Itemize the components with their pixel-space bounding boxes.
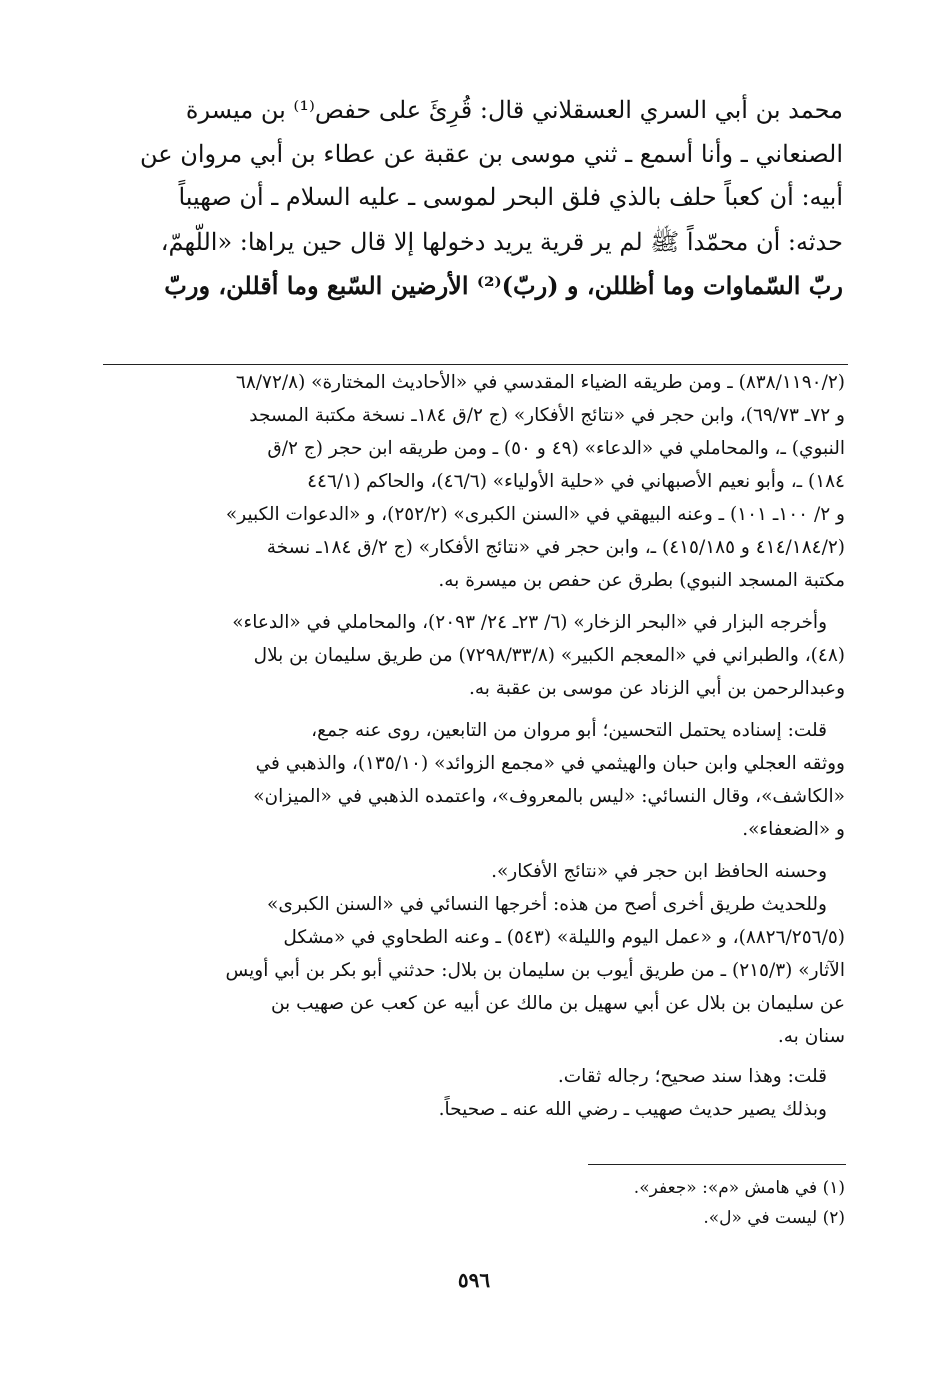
note-line: قلت: إسناده يحتمل التحسين؛ أبو مروان من التابعين، روى عنه جمع، bbox=[311, 720, 827, 741]
note-line: وبذلك يصير حديث صهيب ـ رضي الله عنه ـ صحيحاً. bbox=[438, 1099, 827, 1120]
note-line: (٨٨٢٦/٢٥٦/٥)، و «عمل اليوم والليلة» (٥٤٣) ـ وعنه الطحاوي في «مشكل bbox=[283, 927, 845, 948]
note-line: قلت: وهذا سند صحيح؛ رجاله ثقات. bbox=[557, 1066, 827, 1087]
note-line: وعبدالرحمن بن أبي الزناد عن موسى بن عقبة به. bbox=[468, 678, 845, 699]
main-line: الصنعاني ـ وأنا أسمع ـ ثني موسى بن عقبة عن عطاء بن أبي مروان عن bbox=[139, 140, 843, 168]
main-line: أبيه: أن كعباً حلف بالذي فلق البحر لموسى ـ عليه السلام ـ أن صهيباً bbox=[178, 183, 843, 211]
note-line: ١٨٤) ـ، وأبو نعيم الأصبهاني في «حلية الأولياء» (٤٦/٦)، والحاكم (٤٤٦/١ bbox=[307, 471, 845, 492]
note-line: النبوي) ـ، والمحاملي في «الدعاء» (٤٩ و ٥٠) ـ ومن طريقه ابن حجر (ج ٢/ق bbox=[267, 438, 845, 459]
note-line: وللحديث طريق أخرى أصح من هذه: أخرجها النسائي في «السنن الكبرى» bbox=[267, 894, 827, 915]
footnote-line: (١) في هامش «م»: «جعفر». bbox=[633, 1178, 845, 1198]
note-line: سنان به. bbox=[777, 1026, 845, 1047]
main-line: ربّ السّماوات وما أظللن، و (ربّ)⁽²⁾ الأرضين السّبع وما أقللن، وربّ bbox=[164, 271, 843, 300]
footnote-rule bbox=[588, 1164, 846, 1165]
main-line: حدثه: أن محمّداً ﷺ لم ير قرية يريد دخولها إلا قال حين يراها: «اللّهمّ، bbox=[160, 228, 843, 256]
note-line: مكتبة المسجد النبوي) بطرق عن حفص بن ميسرة به. bbox=[438, 570, 845, 591]
note-line: و ٢/ ١٠٠ـ ١٠١) ـ وعنه البيهقي في «السنن الكبرى» (٢٥٢/٢)، و «الدعوات الكبير» bbox=[225, 504, 845, 525]
note-line: وأخرجه البزار في «البحر الزخار» (٦/ ٢٣ـ ٢٤/ ٢٠٩٣)، والمحاملي في «الدعاء» bbox=[232, 612, 827, 633]
note-line: (٤٨)، والطبراني في «المعجم الكبير» (٧٢٩٨/٣٣/٨) من طريق سليمان بن بلال bbox=[253, 645, 845, 666]
note-line: الآثار» (٢١٥/٣) ـ من طريق أيوب بن سليمان بن بلال: حدثني أبو بكر بن أبي أويس bbox=[225, 960, 845, 981]
note-line: وحسنه الحافظ ابن حجر في «نتائج الأفكار». bbox=[491, 861, 827, 882]
note-line: (٤١٤/١٨٤/٢ و ٤١٥/١٨٥) ـ، وابن حجر في «نتائج الأفكار» (ج ٢/ق ١٨٤ـ نسخة bbox=[266, 537, 845, 558]
page-number: ٥٩٦ bbox=[457, 1268, 491, 1292]
footnote-line: (٢) ليست في «ل». bbox=[703, 1208, 845, 1228]
main-line: محمد بن أبي السري العسقلاني قال: قُرِئَ على حفص⁽¹⁾ بن ميسرة bbox=[185, 96, 843, 124]
note-line: (٨٣٨/١١٩٠/٢) ـ ومن طريقه الضياء المقدسي في «الأحاديث المختارة» (٦٨/٧٢/٨ bbox=[235, 372, 845, 393]
note-line: و «الضعفاء». bbox=[742, 819, 845, 840]
note-line: و ٧٢ـ ٦٩/٧٣)، وابن حجر في «نتائج الأفكار» (ج ٢/ق ١٨٤ـ نسخة مكتبة المسجد bbox=[249, 405, 845, 426]
separator-rule bbox=[103, 364, 848, 365]
note-line: ووثقه العجلي وابن حبان والهيثمي في «مجمع الزوائد» (١٣٥/١٠)، والذهبي في bbox=[255, 753, 845, 774]
note-line: عن سليمان بن بلال عن أبي سهيل بن مالك عن أبيه عن كعب عن صهيب بن bbox=[270, 993, 845, 1014]
note-line: «الكاشف»، وقال النسائي: «ليس بالمعروف»، واعتمده الذهبي في «الميزان» bbox=[253, 786, 845, 807]
